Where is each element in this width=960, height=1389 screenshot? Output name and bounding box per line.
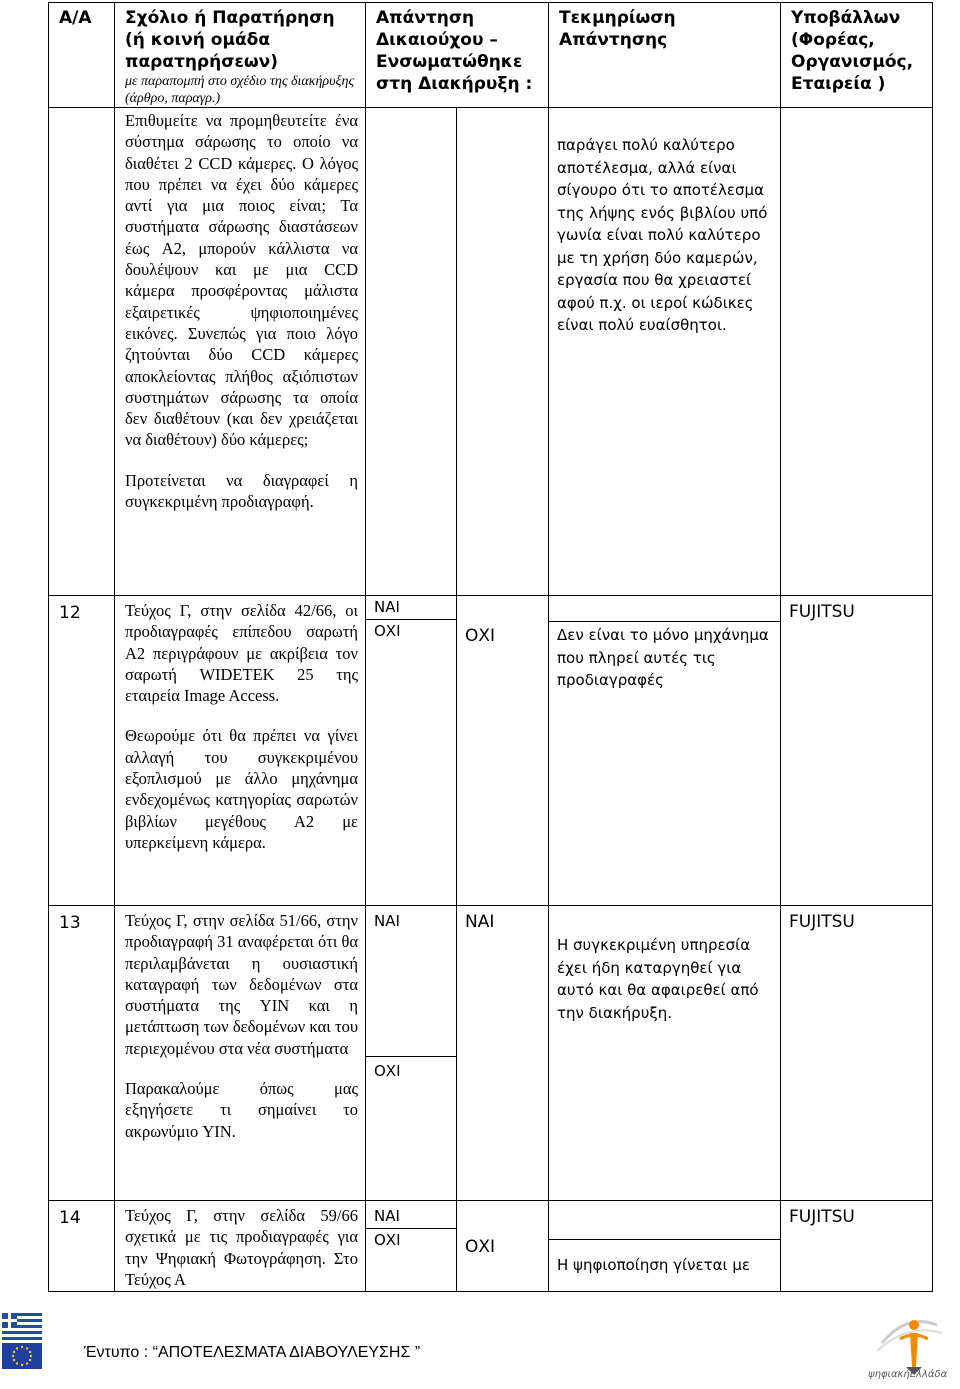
justification-text: Η ψηφιοποίηση γίνεται με [557,1256,751,1274]
header-answer: Απάντηση Δικαιούχου – Ενσωματώθηκε στη Διακήρυξη : [366,3,549,108]
header-comment-sub: με παραπομπή στο σχέδιο της διακήρυξης (άρθρο, παραγρ.) [125,74,355,106]
greek-eu-flags-icon [2,1313,42,1369]
justification-text: παράγει πολύ καλύτερο αποτέλεσμα, αλλά είναι σίγουρο ότι το αποτέλεσμα της λήψης ενός βιβλίου υπό γωνία είναι πολύ καλύτερο με τη χρήση δύο καμερών, εργασία που θα χρειαστεί αφού π.χ. οι ιεροί κώδικες είναι πολύ ευαίσθητοι. [557,136,768,334]
option-yes: ΝΑΙ [366,1201,456,1229]
row-number: 14 [59,1208,81,1228]
comment-proposal: Θεωρούμε ότι θα πρέπει να γίνει αλλαγή του συγκεκριμένου εξοπλισμού με άλλο μηχάνημα ενδεχομένως κατηγορίας σαρωτών βιβλίων μεγέθους A2 με υπερκείμενη κάμερα. [125,726,358,852]
consultation-table [48,2,933,1292]
form-label: Έντυπο : “ΑΠΟΤΕΛΕΣΜΑΤΑ ΔΙΑΒΟΥΛΕΥΣΗΣ ” [84,1344,421,1361]
justification-text: Δεν είναι το μόνο μηχάνημα που πληρεί αυτές τις προδιαγραφές [557,626,769,689]
table-row [49,906,933,1201]
comment-text: Τεύχος Γ, στην σελίδα 59/66 σχετικά με τις προδιαγραφές για την Ψηφιακή Φωτογράφηση. Στο Τεύχος Α [125,1206,358,1289]
option-no: ΟΧΙ [374,1231,401,1249]
table-row [49,1201,933,1292]
answer-value: ΝΑΙ [465,912,495,932]
comment-proposal: Προτείνεται να διαγραφεί η συγκεκριμένη προδιαγραφή. [125,470,358,512]
comment-text: Τεύχος Γ, στην σελίδα 51/66, στην προδιαγραφή 31 αναφέρεται ότι θα περιλαμβάνεται η ουσιαστική καταγραφή των δεδομένων στα συστήματα της YIN και η μετάπτωση των δεδομένων και του περιεχομένου στα νέα συστήματα [125,911,358,1058]
header-index: Α/Α [49,3,115,108]
table-row [49,108,933,596]
row-number: 12 [59,603,81,623]
header-justification: Τεκμηρίωση Απάντησης [549,3,781,108]
submitter-name: FUJITSU [789,602,855,622]
logo-text: ψηφιακήΕλλάδα [868,1369,948,1380]
justification-text: Η συγκεκριμένη υπηρεσία έχει ήδη καταργηθεί για αυτό και θα αφαιρεθεί από την διακήρυξη. [557,936,759,1022]
option-yes: ΝΑΙ [366,596,456,620]
comment-text: Τεύχος Γ, στην σελίδα 42/66, οι προδιαγραφές επίπεδου σαρωτή A2 περιγράφουν με ακρίβεια τον σαρωτή WIDETEK 25 της εταιρεία Image Access. [125,601,358,706]
answer-value: ΟΧΙ [465,626,496,646]
answer-value: ΟΧΙ [465,1237,496,1257]
comment-proposal: Παρακαλούμε όπως μας εξηγήσετε τι σημαίνει το ακρωνύμιο YIN. [125,1079,358,1141]
table-header-row [49,3,933,108]
comment-text: Επιθυμείτε να προμηθευτείτε ένα σύστημα σάρωσης το οποίο να διαθέτει 2 CCD κάμερες. Ο λόγος που πρέπει να έχει δύο κάμερες αντί για μια ποιος είναι; Τα συστήματα σάρωσης διαστάσεων έως A2, μπορούν κάλλιστα να δουλέψουν και με μια CCD κάμερα προσφέροντας μάλιστα εξαιρετικές ψηφιοποιημένες εικόνες. Συνεπώς για ποιο λόγο ζητούνται δύο CCD κάμερες αποκλείοντας πλήθος αξιόπιστων συστημάτων σάρωσης τα οποία δεν διαθέτουν (και δεν χρειάζεται να διαθέτουν) δύο κάμερες; [125,111,358,450]
option-yes: ΝΑΙ [374,912,400,930]
row-number: 13 [59,913,81,933]
submitter-name: FUJITSU [789,912,855,932]
table-row [49,596,933,906]
submitter-name: FUJITSU [789,1207,855,1227]
option-no: ΟΧΙ [374,622,401,640]
header-comment: Σχόλιο ή Παρατήρηση (ή κοινή ομάδα παρατηρήσεων) με παραπομπή στο σχέδιο της διακήρυξης (άρθρο, παραγρ.) [115,3,366,108]
header-submitter: Υποβάλλων (Φορέας, Οργανισμός, Εταιρεία ) [781,3,933,108]
option-no: ΟΧΙ [374,1062,401,1080]
